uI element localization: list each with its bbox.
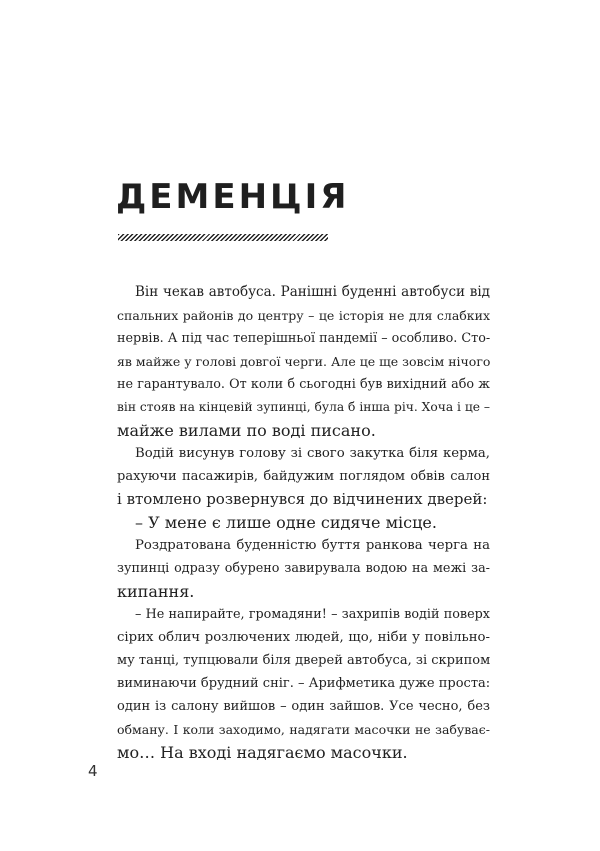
text-line: кипання.: [117, 582, 195, 601]
text-line: зупинці одразу обурено завирувала водою на межі за-: [117, 561, 490, 576]
text-line: мо… На вході надягаємо масочки.: [117, 743, 408, 762]
text-line: Роздратована буденністю буття ранкова черга на: [135, 538, 490, 553]
chapter-title: ДЕМЕНЦІЯ: [116, 177, 350, 217]
title-underline-decoration: [118, 234, 328, 241]
text-line: один із салону вийшов – один зайшов. Усе чесно, без: [117, 699, 490, 714]
text-line: сірих облич розлючених людей, що, ніби у повільно-: [117, 630, 490, 645]
text-line: му танці, тупцювали біля дверей автобуса, зі скрипом: [117, 653, 490, 668]
text-line: рахуючи пасажирів, байдужим поглядом обвів салон: [117, 469, 490, 484]
text-line: – Не напирайте, громадяни! – захрипів водій поверх: [135, 607, 490, 622]
text-line: яв майже у голові довгої черги. Але це ще зовсім нічого: [117, 354, 490, 369]
text-line: нервів. А під час теперішньої пандемії – особливо. Сто-: [117, 331, 490, 346]
text-line: виминаючи брудний сніг. – Арифметика дуже проста:: [117, 676, 490, 691]
text-line: спальних районів до центру – це історія не для слабких: [117, 308, 490, 323]
text-line: обману. І коли заходимо, надягати масочки не забуває-: [117, 722, 490, 737]
text-line: Водій висунув голову зі свого закутка біля керма,: [135, 446, 490, 461]
text-line: не гарантувало. От коли б сьогодні був вихідний або ж: [117, 377, 490, 392]
text-line: Він чекав автобуса. Ранішні буденні автобуси від: [135, 284, 490, 300]
text-line: – У мене є лише одне сидяче місце.: [135, 513, 437, 532]
text-line: і втомлено розвернувся до відчинених дверей:: [117, 490, 488, 508]
text-line: він стояв на кінцевій зупинці, була б інша річ. Хоча і це –: [117, 400, 490, 414]
text-line: майже вилами по воді писано.: [117, 421, 376, 440]
chapter-body-text: [117, 281, 490, 764]
page-number: 4: [88, 762, 98, 780]
